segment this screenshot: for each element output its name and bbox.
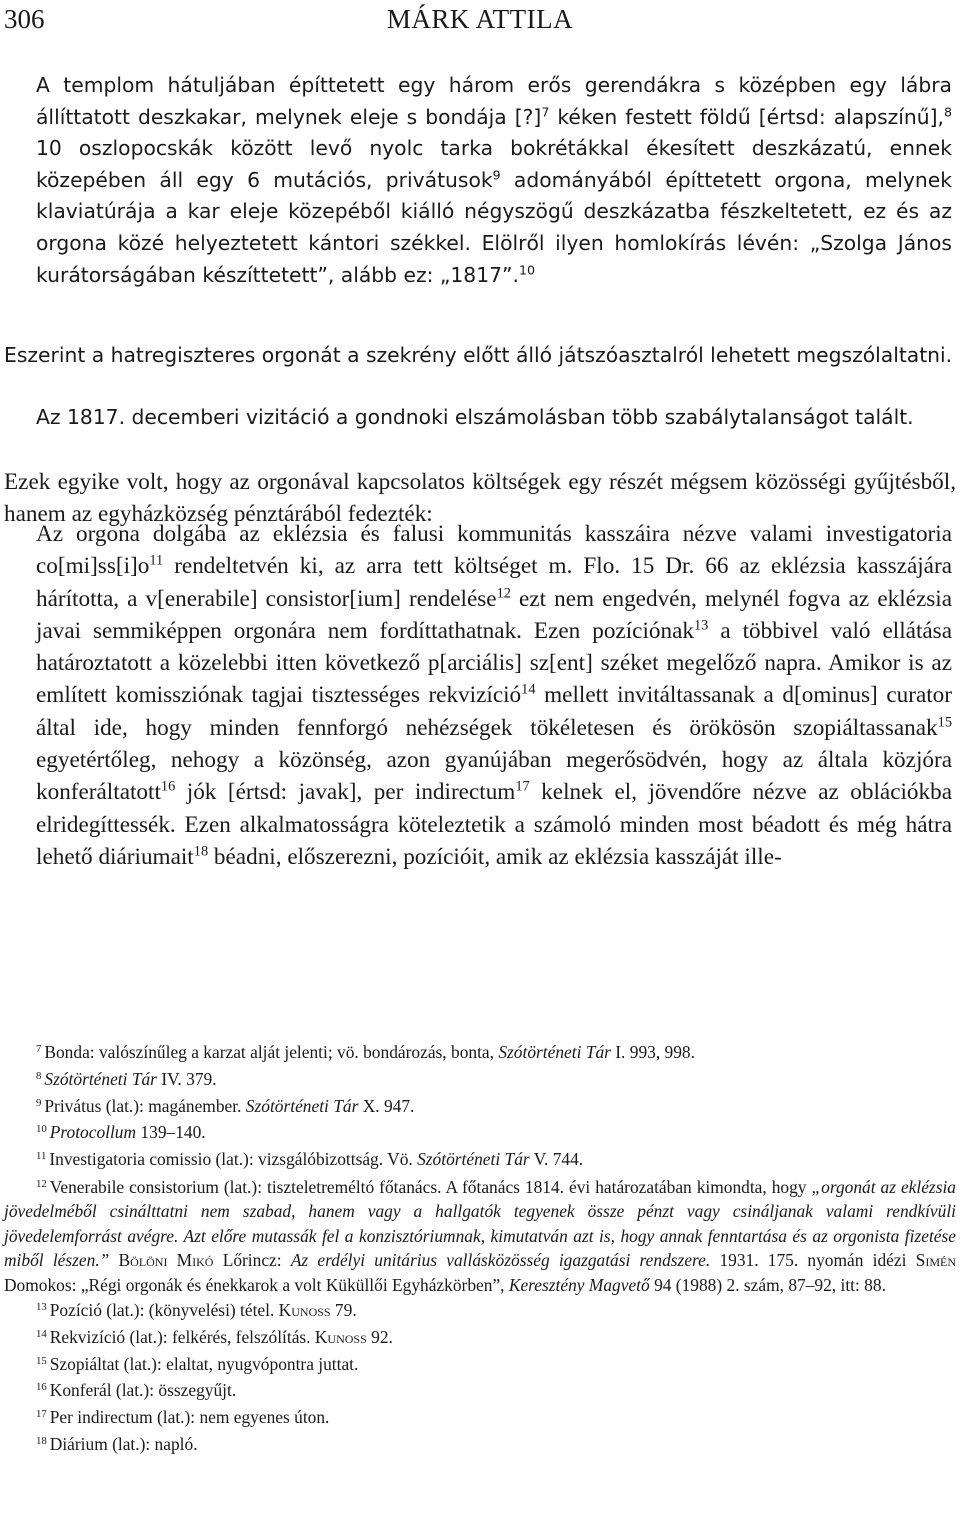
footnotes [4, 1041, 956, 1460]
footnote-ref: 11 [149, 552, 164, 569]
body-paragraph-2: Az 1817. decemberi vizitáció a gondnoki elszámolásban több szabálytalanságot talált. [36, 405, 914, 429]
footnote-13: $^{13}$ Pozíció (lat.): (könyvelési) tétel. Kunoss 79. [36, 1299, 357, 1320]
footnote-ref: 17 [515, 778, 530, 795]
page-number: 306 [4, 4, 45, 34]
footnote-ref: 10 [518, 262, 535, 278]
body-paragraph-3: Ezek egyike volt, hogy az orgonával kapcsolatos költségek egy részét mégsem közösségi gyűjtésből, hanem az egyházközség pénztárából fedezték: [4, 469, 956, 528]
footnote-14: $^{14}$ Rekvizíció (lat.): felkérés, felszólítás. Kunoss 92. [36, 1326, 393, 1347]
footnote-16: $^{16}$ Konferál (lat.): összegyűjt. [36, 1380, 237, 1401]
running-head: MÁRK ATTILA [386, 4, 574, 34]
page-header [0, 4, 960, 38]
footnote-ref: 15 [937, 714, 952, 731]
footnote-ref: 13 [693, 617, 709, 634]
footnote-18: $^{18}$ Diárium (lat.): napló. [36, 1433, 198, 1454]
footnote-ref: 8 [943, 104, 952, 120]
body-paragraph-1: Eszerint a hatregiszteres orgonát a szekrény előtt álló játszóasztalról lehetett megszólaltatni. [4, 343, 953, 367]
footnote-ref: 18 [193, 843, 209, 860]
footnote-12: $^{12}$ Venerabile consistorium (lat.): tiszteletreméltó főtanács. A főtanács 1814. évi határozatában kimondta, hogy „orgonát az eklézsia jövedelméből csinálttatni nem szabad, hanem vagy a hallgatók tegyenek össze pénzt vagy csináljanak valami rendkívüli jövedelemforrást avégre. Azt előre mutassák fel a konzisztóriumnak, kimutatván azt is, hogy annak fenntartása és az orgonista fizetése miből lészen.” Bölöni Mikó Lőrincz: Az erdélyi unitárius vallásközösség igazgatási rendszere. 1931. 175. nyomán idézi Simén Domokos: „Régi orgonák és énekkarok a volt Küküllői Egyházkörben”, Keresztény Magvető 94 (1988) 2. szám, 87–92, itt: 88. [4, 1176, 956, 1295]
footnote-15: $^{15}$ Szopiáltat (lat.): elaltat, nyugvópontra juttat. [36, 1353, 359, 1374]
footnote-9: $^9$ Privátus (lat.): magánember. Szótörténeti Tár X. 947. [36, 1095, 415, 1116]
footnote-11: $^{11}$ Investigatoria comissio (lat.): vizsgálóbizottság. Vö. Szótörténeti Tár V. 744. [36, 1149, 584, 1170]
block-quote-1: A templom hátuljában építtetett egy három erős gerendákra s középben egy lábra állíttatott deszkakar, melynek eleje s bondája [?]$^7$ kéken festett földű [értsd: alapszínű],$^8$ 10 oszlopocskák között levő nyolc tarka bokrétákkal ékesített deszkázatú, ennek közepében áll egy 6 mutációs, privátusok$^9$ adományából építtetett orgona, melynek klaviatúrája a kar eleje közepéből kiálló négyszögű deszkázatba fészkeltetett, ez és az orgona közé helyeztetett kántori székkel. Elölről ilyen homlokírás lévén: „Szolga János kurátorságában készíttetett”, alább ez: „1817”.$^{10}$ [36, 73, 952, 287]
footnote-ref: 12 [496, 584, 511, 601]
footnote-7: $^7$ Bonda: valószínűleg a karzat alját jelenti; vö. bondározás, bonta, Szótörténeti Tár I. 993, 998. [36, 1042, 695, 1062]
footnote-ref: 9 [492, 167, 501, 183]
block-quote-2: Az orgona dolgába az eklézsia és falusi kommunitás kasszáira nézve valami investigatoria $co[mi]ss[i]o^{11}$ rendeltetvén ki, az arra tett költséget m. Flo. 15 Dr. 66 az eklézsia kasszájára hárította, a v[enerabile] consistor[ium] rendelése$^{12}$ ezt nem engedvén, melynél fogva az eklézsia javai semmiképpen orgonára nem fordíttathatnak. Ezen pozíciónak$^{13}$ a többivel való ellátása határoztatott a közelebbi itten következő p[arciális] sz[ent] széket megelőző napra. Amikor is az említett komissziónak tagjai tisztességes rekvizíció$^{14}$ mellett invitáltassanak a d[ominus] curator által ide, hogy minden fennforgó nehézségek tökéletesen és örökösön szopiáltassanak$^{15}$ egyetértőleg, nehogy a közönség, azon gyanújában megerősödvén, hogy az általa közjóra konferáltatott$^{16}$ jók [értsd: javak], per indirectum$^{17}$ kelnek el, jövendőre nézve az oblációkba elridegíttessék. Ezen alkalmatosságra köteleztetik a számoló minden most béadott és még hátra lehető diáriumait$^{18}$ béadni, előszerezni, pozícióit, amik az eklézsia kasszáját ille- [36, 521, 952, 870]
footnote-8: $^8$ Szótörténeti Tár IV. 379. [36, 1068, 217, 1089]
footnote-10: $^{10}$ Protocollum 139–140. [36, 1122, 206, 1143]
footnote-ref: 16 [160, 778, 176, 795]
footnote-ref: 14 [521, 681, 536, 698]
footnote-ref: 7 [541, 104, 550, 120]
footnote-17: $^{17}$ Per indirectum (lat.): nem egyenes úton. [36, 1407, 330, 1428]
